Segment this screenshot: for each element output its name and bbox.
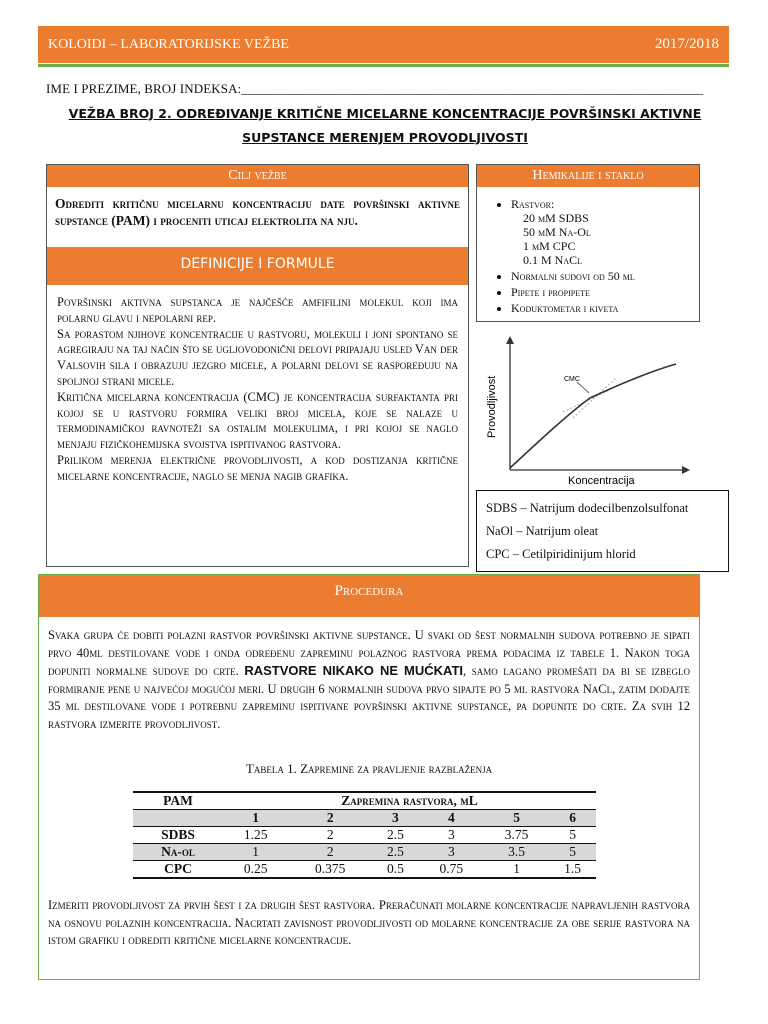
header-title: KOLOIDI – LABORATORIJSKE VEŽBE bbox=[48, 36, 289, 52]
table-row bbox=[133, 844, 596, 861]
table-cell: 3 bbox=[447, 827, 455, 842]
solution-naol: 50 mM Na-Ol bbox=[523, 225, 591, 239]
table-cell: 2.5 bbox=[386, 827, 404, 842]
goal-box bbox=[46, 164, 469, 250]
table-row-label: SDBS bbox=[161, 827, 195, 842]
table-cell: 2 bbox=[288, 844, 372, 861]
definition-paragraph: Prilikom merenja električne provodljivosti, a kod dostizanja kritične micelarne koncentracije, naglo se menja nagib grafika. bbox=[57, 452, 458, 483]
chemicals-item-flasks: • Normalni sudovi od 50 ml bbox=[511, 269, 699, 283]
table-row-label: CPC bbox=[164, 861, 192, 876]
table-caption: Tabela 1. Zapremine za pravljenje razblaženja bbox=[245, 761, 493, 776]
table-cell: 5 bbox=[549, 844, 596, 861]
definitions-heading: DEFINICIJE I FORMULE bbox=[47, 247, 468, 285]
exercise-title-line2: SUPSTANCE MERENJEM PROVODLJIVOSTI bbox=[242, 130, 528, 145]
table-row-label: Na-ol bbox=[133, 844, 223, 861]
solution-sdbs: 20 mM SDBS bbox=[523, 211, 589, 225]
procedure-paragraph-1 bbox=[48, 627, 690, 733]
exercise-title-line1: VEŽBA BROJ 2. ODREĐIVANJE KRITIČNE MICELARNE KONCENTRACIJE POVRŠINSKI AKTIVNE bbox=[68, 106, 702, 121]
table-col: 5 bbox=[484, 810, 549, 827]
chemicals-solution-item bbox=[511, 197, 699, 267]
procedure-text-a: Svaka grupa će dobiti polazni rastvor površinski aktivne supstance. U svaki od šest normalnih sudova potrebno je sipati prvo 40ml destilovane vode i onda određenu zapreminu polaznog rastvora prema podacima iz tabele 1. Nakon toga dopuniti normalne sudove do crte. bbox=[48, 628, 690, 678]
page-header bbox=[38, 26, 729, 63]
table-cell: 0.5 bbox=[386, 861, 404, 876]
table-cell: 1.5 bbox=[564, 861, 582, 876]
solution-cpc: 1 mM CPC bbox=[523, 239, 576, 253]
graph-curve bbox=[510, 364, 676, 468]
table-cell: 1 bbox=[223, 844, 288, 861]
table-column-row bbox=[133, 810, 596, 827]
table-col: 2 bbox=[288, 810, 372, 827]
no-shake-warning: RASTVORE NIKAKO NE MUĆKATI bbox=[244, 663, 464, 678]
table-cell: 3.75 bbox=[504, 827, 529, 842]
cmc-label: CMC bbox=[564, 376, 580, 383]
solution-label: Rastvor: bbox=[511, 197, 555, 211]
cmc-pointer bbox=[577, 382, 589, 393]
graph-y-arrow bbox=[506, 336, 514, 344]
procedure-heading: Procedura bbox=[39, 575, 699, 617]
graph-x-arrow bbox=[682, 466, 690, 474]
procedure-box bbox=[38, 574, 700, 980]
table-col: 6 bbox=[549, 810, 596, 827]
abbreviation-naol: NaOl – Natrijum oleat bbox=[486, 524, 599, 538]
definitions-box bbox=[46, 247, 469, 567]
table-cell: 1 bbox=[513, 861, 520, 876]
chemicals-heading: Hemikalije i staklo bbox=[477, 165, 699, 187]
name-index-line: IME I PREZIME, BROJ INDEKSA:______________________________________________________________________ bbox=[46, 81, 704, 96]
solution-nacl: 0.1 M NaCl bbox=[523, 253, 583, 267]
graph-xlabel: Koncentracija bbox=[568, 475, 635, 487]
table-row bbox=[133, 861, 596, 879]
graph-ylabel: Provodljivost bbox=[486, 375, 498, 438]
definition-paragraph: Sa porastom njihove koncentracije u rastvoru, molekuli i joni spontano se agregiraju na taj način što se ugljovodonični delovi pripajaju usled Van der Valsovih sila i obrazuju jezgro micele, a polarni delovi se raspoređuju na spoljnoj strani micele. bbox=[57, 326, 458, 388]
chemicals-item-conductometer: • Koduktometar i kiveta bbox=[511, 301, 699, 315]
chemicals-box bbox=[476, 164, 700, 322]
table-cell: 0.25 bbox=[243, 861, 268, 876]
goal-heading: Cilj vežbe bbox=[47, 165, 468, 187]
table-col: 4 bbox=[419, 810, 484, 827]
table-group-header: Zapremina rastvora, mL bbox=[223, 792, 596, 810]
table-group-header-row bbox=[133, 792, 596, 810]
goal-text: Odrediti kritičnu micelarnu koncentraciju date površinski aktivne supstance (PAM) i proceniti uticaj elektrolita na nju. bbox=[55, 196, 460, 228]
conductivity-graph bbox=[478, 330, 698, 490]
definition-paragraph: Površinski aktivna supstanca je najčešće amfifilini molekul koji ima polarnu glavu i nepolarni rep. bbox=[57, 295, 458, 325]
table-row bbox=[133, 827, 596, 844]
table-cell: 2.5 bbox=[372, 844, 419, 861]
table-corner: PAM bbox=[133, 792, 223, 810]
chemicals-item-pipettes: • Pipete i propipete bbox=[511, 285, 699, 299]
abbreviation-sdbs: SDBS – Natrijum dodecilbenzolsulfonat bbox=[486, 501, 689, 515]
table-col: 3 bbox=[372, 810, 419, 827]
table-cell: 3 bbox=[419, 844, 484, 861]
table-cell: 0.75 bbox=[439, 861, 464, 876]
definition-paragraph: Kritična micelarna koncentracija (CMC) je koncentracija surfaktanta pri kojoj se u rastvoru formira veliki broj micela, koje se nalaze u termodinamičkoj ravnoteži sa ostalim molekulima, i pri kojoj se naglo menjaju fizičkohemijska svojstva ispitivanog rastvora. bbox=[57, 389, 458, 452]
table-cell: 3.5 bbox=[484, 844, 549, 861]
definitions-text bbox=[47, 285, 468, 485]
table-cell: 1.25 bbox=[243, 827, 268, 842]
table-cell: 5 bbox=[569, 827, 576, 842]
dilution-table bbox=[133, 791, 596, 879]
abbreviation-cpc: CPC – Cetilpiridinijum hlorid bbox=[486, 547, 636, 561]
table-cell: 2 bbox=[326, 827, 334, 842]
abbreviations-box bbox=[476, 490, 729, 572]
header-rule bbox=[38, 64, 729, 67]
procedure-text-b: , samo lagano promešati da bi se izbeglo formiranje pene u najvećoj mogućoj meri. U drugih 6 normalnih sudova prvo sipajte po 5 ml rastvora NaCl, zatim dodajte 35 ml destilovane vode i potrebnu zapreminu ispitivane površinski aktivne supstance, pa dopunite do crte. Za svih 12 rastvora izmerite provodljivost. bbox=[48, 664, 691, 731]
header-year: 2017/2018 bbox=[654, 36, 719, 52]
procedure-paragraph-2: Izmeriti provodljivost za prvih šest i za drugih šest rastvora. Preračunati molarne koncentracije napravljenih rastvora na osnovu polaznih koncentracija. Nacrtati zavisnost provodljivosti od molarne koncentracije za obe serije rastvora na istom grafiku i odrediti kritične micelarne koncentracije. bbox=[48, 898, 690, 947]
table-cell: 0.375 bbox=[315, 861, 346, 876]
table-col: 1 bbox=[223, 810, 288, 827]
